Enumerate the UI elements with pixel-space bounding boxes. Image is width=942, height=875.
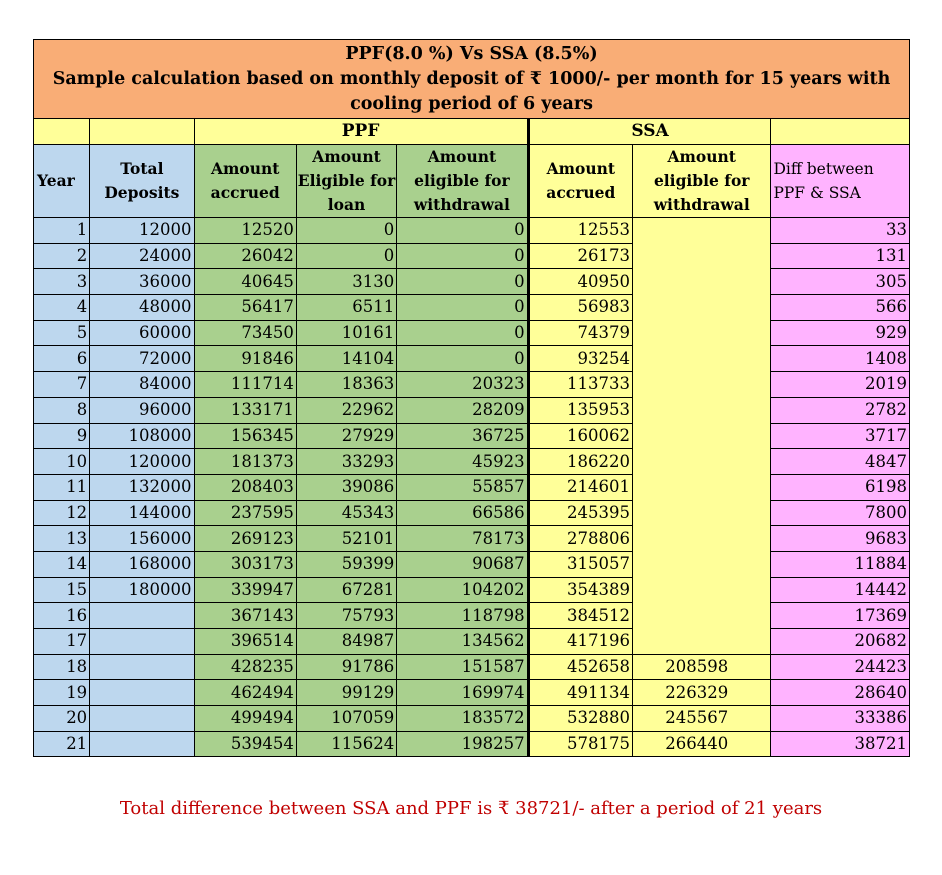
cell-ppf-eligible-withdrawal: 66586 bbox=[397, 500, 528, 526]
header-ppf-eligible-loan: Amount Eligible for loan bbox=[296, 145, 396, 218]
table-row bbox=[34, 397, 910, 423]
cell-ppf-amount-accrued: 56417 bbox=[194, 295, 296, 321]
table-row bbox=[34, 474, 910, 500]
cell-ssa-eligible-withdrawal bbox=[632, 526, 770, 552]
cell-ssa-amount-accrued: 532880 bbox=[528, 706, 632, 732]
cell-ssa-eligible-withdrawal bbox=[632, 295, 770, 321]
cell-ssa-amount-accrued: 26173 bbox=[528, 243, 632, 269]
cell-ppf-amount-accrued: 12520 bbox=[194, 218, 296, 244]
cell-total-deposit: 108000 bbox=[90, 423, 194, 449]
cell-total-deposit bbox=[90, 654, 194, 680]
cell-diff: 4847 bbox=[771, 449, 910, 475]
cell-total-deposit bbox=[90, 603, 194, 629]
table-row bbox=[34, 654, 910, 680]
cell-ppf-eligible-withdrawal: 169974 bbox=[397, 680, 528, 706]
table-row bbox=[34, 731, 910, 757]
cell-ssa-amount-accrued: 186220 bbox=[528, 449, 632, 475]
table-row bbox=[34, 577, 910, 603]
cell-diff: 3717 bbox=[771, 423, 910, 449]
cell-diff: 24423 bbox=[771, 654, 910, 680]
cell-ppf-amount-accrued: 26042 bbox=[194, 243, 296, 269]
cell-ssa-amount-accrued: 40950 bbox=[528, 269, 632, 295]
cell-ssa-eligible-withdrawal: 208598 bbox=[632, 654, 770, 680]
cell-year: 11 bbox=[34, 474, 90, 500]
section-ppf: PPF bbox=[194, 119, 528, 145]
cell-ppf-eligible-withdrawal: 78173 bbox=[397, 526, 528, 552]
cell-total-deposit: 12000 bbox=[90, 218, 194, 244]
cell-ppf-eligible-loan: 45343 bbox=[296, 500, 396, 526]
header-total-deposits: Total Deposits bbox=[90, 145, 194, 218]
cell-year: 6 bbox=[34, 346, 90, 372]
cell-diff: 2782 bbox=[771, 397, 910, 423]
cell-ssa-amount-accrued: 74379 bbox=[528, 320, 632, 346]
cell-year: 21 bbox=[34, 731, 90, 757]
cell-ppf-eligible-withdrawal: 0 bbox=[397, 346, 528, 372]
cell-ppf-amount-accrued: 539454 bbox=[194, 731, 296, 757]
cell-year: 16 bbox=[34, 603, 90, 629]
cell-total-deposit: 84000 bbox=[90, 372, 194, 398]
ppf-vs-ssa-table bbox=[33, 39, 910, 757]
cell-ssa-eligible-withdrawal: 266440 bbox=[632, 731, 770, 757]
cell-ppf-eligible-withdrawal: 198257 bbox=[397, 731, 528, 757]
cell-ssa-eligible-withdrawal bbox=[632, 269, 770, 295]
cell-ppf-amount-accrued: 367143 bbox=[194, 603, 296, 629]
cell-ssa-amount-accrued: 354389 bbox=[528, 577, 632, 603]
cell-ssa-amount-accrued: 417196 bbox=[528, 629, 632, 655]
table-row bbox=[34, 706, 910, 732]
cell-year: 10 bbox=[34, 449, 90, 475]
table-title bbox=[34, 40, 910, 119]
table-row bbox=[34, 372, 910, 398]
cell-ppf-eligible-loan: 22962 bbox=[296, 397, 396, 423]
table-row bbox=[34, 603, 910, 629]
cell-total-deposit: 60000 bbox=[90, 320, 194, 346]
cell-ppf-eligible-loan: 0 bbox=[296, 218, 396, 244]
cell-ppf-eligible-loan: 99129 bbox=[296, 680, 396, 706]
table-row bbox=[34, 243, 910, 269]
cell-ppf-amount-accrued: 428235 bbox=[194, 654, 296, 680]
cell-ppf-eligible-withdrawal: 28209 bbox=[397, 397, 528, 423]
cell-ssa-eligible-withdrawal bbox=[632, 603, 770, 629]
cell-ppf-eligible-loan: 52101 bbox=[296, 526, 396, 552]
cell-total-deposit bbox=[90, 731, 194, 757]
cell-diff: 566 bbox=[771, 295, 910, 321]
cell-year: 5 bbox=[34, 320, 90, 346]
cell-ppf-eligible-loan: 91786 bbox=[296, 654, 396, 680]
table-row bbox=[34, 423, 910, 449]
cell-diff: 38721 bbox=[771, 731, 910, 757]
cell-total-deposit: 156000 bbox=[90, 526, 194, 552]
title-line-2: Sample calculation based on monthly deposit of ₹ 1000/- per month for 15 years with cooling period of 6 years bbox=[52, 68, 891, 114]
cell-diff: 11884 bbox=[771, 551, 910, 577]
cell-ppf-amount-accrued: 269123 bbox=[194, 526, 296, 552]
cell-total-deposit: 48000 bbox=[90, 295, 194, 321]
table-row bbox=[34, 500, 910, 526]
cell-ppf-eligible-withdrawal: 0 bbox=[397, 269, 528, 295]
table-row bbox=[34, 320, 910, 346]
section-blank-1 bbox=[34, 119, 90, 145]
cell-ssa-amount-accrued: 315057 bbox=[528, 551, 632, 577]
cell-ssa-eligible-withdrawal bbox=[632, 372, 770, 398]
cell-diff: 131 bbox=[771, 243, 910, 269]
cell-ssa-eligible-withdrawal: 245567 bbox=[632, 706, 770, 732]
cell-year: 13 bbox=[34, 526, 90, 552]
cell-total-deposit bbox=[90, 680, 194, 706]
cell-ssa-eligible-withdrawal bbox=[632, 577, 770, 603]
cell-ppf-eligible-withdrawal: 134562 bbox=[397, 629, 528, 655]
cell-total-deposit: 24000 bbox=[90, 243, 194, 269]
table-row bbox=[34, 680, 910, 706]
table-row bbox=[34, 269, 910, 295]
table-row bbox=[34, 218, 910, 244]
cell-diff: 929 bbox=[771, 320, 910, 346]
cell-ppf-eligible-withdrawal: 118798 bbox=[397, 603, 528, 629]
cell-year: 19 bbox=[34, 680, 90, 706]
cell-ppf-amount-accrued: 499494 bbox=[194, 706, 296, 732]
cell-total-deposit: 36000 bbox=[90, 269, 194, 295]
cell-ppf-amount-accrued: 237595 bbox=[194, 500, 296, 526]
cell-ssa-amount-accrued: 384512 bbox=[528, 603, 632, 629]
cell-ppf-eligible-withdrawal: 36725 bbox=[397, 423, 528, 449]
cell-ppf-eligible-loan: 3130 bbox=[296, 269, 396, 295]
cell-ssa-amount-accrued: 214601 bbox=[528, 474, 632, 500]
cell-ppf-eligible-loan: 14104 bbox=[296, 346, 396, 372]
cell-year: 8 bbox=[34, 397, 90, 423]
cell-ssa-amount-accrued: 113733 bbox=[528, 372, 632, 398]
cell-ppf-amount-accrued: 133171 bbox=[194, 397, 296, 423]
cell-year: 12 bbox=[34, 500, 90, 526]
cell-ppf-eligible-withdrawal: 104202 bbox=[397, 577, 528, 603]
cell-ppf-amount-accrued: 303173 bbox=[194, 551, 296, 577]
cell-ppf-eligible-loan: 84987 bbox=[296, 629, 396, 655]
comparison-sheet bbox=[33, 39, 910, 761]
table-row bbox=[34, 629, 910, 655]
cell-ppf-eligible-loan: 75793 bbox=[296, 603, 396, 629]
cell-ssa-eligible-withdrawal bbox=[632, 218, 770, 244]
cell-ppf-amount-accrued: 111714 bbox=[194, 372, 296, 398]
cell-ssa-eligible-withdrawal bbox=[632, 629, 770, 655]
cell-year: 17 bbox=[34, 629, 90, 655]
cell-ssa-eligible-withdrawal bbox=[632, 449, 770, 475]
header-ssa-eligible-withdrawal: Amount eligible for withdrawal bbox=[632, 145, 770, 218]
cell-ppf-eligible-loan: 67281 bbox=[296, 577, 396, 603]
header-year: Year bbox=[34, 145, 90, 218]
cell-ppf-eligible-loan: 107059 bbox=[296, 706, 396, 732]
cell-ppf-amount-accrued: 91846 bbox=[194, 346, 296, 372]
cell-diff: 6198 bbox=[771, 474, 910, 500]
footer-note: Total difference between SSA and PPF is ₹ 38721/- after a period of 21 years bbox=[119, 798, 823, 819]
cell-ssa-amount-accrued: 452658 bbox=[528, 654, 632, 680]
cell-ppf-eligible-withdrawal: 151587 bbox=[397, 654, 528, 680]
cell-ppf-amount-accrued: 156345 bbox=[194, 423, 296, 449]
header-ppf-amount-accrued: Amount accrued bbox=[194, 145, 296, 218]
cell-ssa-amount-accrued: 278806 bbox=[528, 526, 632, 552]
cell-year: 14 bbox=[34, 551, 90, 577]
cell-ppf-amount-accrued: 462494 bbox=[194, 680, 296, 706]
header-ppf-eligible-withdrawal: Amount eligible for withdrawal bbox=[397, 145, 528, 218]
table-row bbox=[34, 295, 910, 321]
cell-ssa-eligible-withdrawal bbox=[632, 551, 770, 577]
cell-ssa-amount-accrued: 56983 bbox=[528, 295, 632, 321]
cell-ppf-eligible-loan: 0 bbox=[296, 243, 396, 269]
cell-total-deposit: 168000 bbox=[90, 551, 194, 577]
cell-total-deposit: 72000 bbox=[90, 346, 194, 372]
cell-ppf-amount-accrued: 40645 bbox=[194, 269, 296, 295]
cell-year: 7 bbox=[34, 372, 90, 398]
cell-ppf-eligible-withdrawal: 0 bbox=[397, 218, 528, 244]
cell-ppf-eligible-withdrawal: 90687 bbox=[397, 551, 528, 577]
cell-year: 2 bbox=[34, 243, 90, 269]
cell-ppf-eligible-withdrawal: 20323 bbox=[397, 372, 528, 398]
cell-ppf-amount-accrued: 208403 bbox=[194, 474, 296, 500]
cell-ppf-eligible-withdrawal: 0 bbox=[397, 243, 528, 269]
cell-ppf-eligible-loan: 10161 bbox=[296, 320, 396, 346]
cell-ppf-eligible-withdrawal: 183572 bbox=[397, 706, 528, 732]
cell-ppf-amount-accrued: 73450 bbox=[194, 320, 296, 346]
cell-ssa-amount-accrued: 135953 bbox=[528, 397, 632, 423]
cell-diff: 33386 bbox=[771, 706, 910, 732]
cell-ssa-eligible-withdrawal: 226329 bbox=[632, 680, 770, 706]
cell-ppf-eligible-withdrawal: 45923 bbox=[397, 449, 528, 475]
cell-diff: 9683 bbox=[771, 526, 910, 552]
cell-total-deposit: 132000 bbox=[90, 474, 194, 500]
cell-year: 18 bbox=[34, 654, 90, 680]
cell-ssa-amount-accrued: 12553 bbox=[528, 218, 632, 244]
cell-ppf-eligible-withdrawal: 0 bbox=[397, 295, 528, 321]
cell-diff: 2019 bbox=[771, 372, 910, 398]
cell-ppf-amount-accrued: 396514 bbox=[194, 629, 296, 655]
cell-ssa-amount-accrued: 93254 bbox=[528, 346, 632, 372]
cell-ssa-eligible-withdrawal bbox=[632, 320, 770, 346]
cell-ssa-eligible-withdrawal bbox=[632, 474, 770, 500]
table-row bbox=[34, 346, 910, 372]
header-diff: Diff between PPF & SSA bbox=[771, 145, 910, 218]
section-ssa: SSA bbox=[528, 119, 771, 145]
cell-ppf-eligible-withdrawal: 0 bbox=[397, 320, 528, 346]
cell-ssa-eligible-withdrawal bbox=[632, 346, 770, 372]
cell-diff: 17369 bbox=[771, 603, 910, 629]
cell-total-deposit: 144000 bbox=[90, 500, 194, 526]
cell-ppf-eligible-loan: 115624 bbox=[296, 731, 396, 757]
cell-ssa-amount-accrued: 245395 bbox=[528, 500, 632, 526]
table-row bbox=[34, 526, 910, 552]
cell-ssa-eligible-withdrawal bbox=[632, 500, 770, 526]
cell-total-deposit bbox=[90, 629, 194, 655]
table-row bbox=[34, 551, 910, 577]
cell-ssa-eligible-withdrawal bbox=[632, 423, 770, 449]
cell-ppf-eligible-loan: 6511 bbox=[296, 295, 396, 321]
section-blank-3 bbox=[771, 119, 910, 145]
cell-ssa-amount-accrued: 491134 bbox=[528, 680, 632, 706]
cell-diff: 28640 bbox=[771, 680, 910, 706]
cell-ppf-eligible-loan: 33293 bbox=[296, 449, 396, 475]
cell-diff: 1408 bbox=[771, 346, 910, 372]
cell-total-deposit: 120000 bbox=[90, 449, 194, 475]
cell-diff: 33 bbox=[771, 218, 910, 244]
header-ssa-amount-accrued: Amount accrued bbox=[528, 145, 632, 218]
cell-ppf-amount-accrued: 339947 bbox=[194, 577, 296, 603]
cell-year: 3 bbox=[34, 269, 90, 295]
cell-diff: 14442 bbox=[771, 577, 910, 603]
cell-ppf-amount-accrued: 181373 bbox=[194, 449, 296, 475]
cell-ssa-amount-accrued: 578175 bbox=[528, 731, 632, 757]
cell-diff: 305 bbox=[771, 269, 910, 295]
cell-ssa-amount-accrued: 160062 bbox=[528, 423, 632, 449]
cell-year: 4 bbox=[34, 295, 90, 321]
cell-total-deposit bbox=[90, 706, 194, 732]
section-blank-2 bbox=[90, 119, 194, 145]
cell-year: 1 bbox=[34, 218, 90, 244]
cell-total-deposit: 96000 bbox=[90, 397, 194, 423]
cell-diff: 7800 bbox=[771, 500, 910, 526]
cell-ssa-eligible-withdrawal bbox=[632, 397, 770, 423]
title-line-1: PPF(8.0 %) Vs SSA (8.5%) bbox=[345, 43, 598, 64]
cell-year: 9 bbox=[34, 423, 90, 449]
cell-ppf-eligible-loan: 27929 bbox=[296, 423, 396, 449]
cell-ppf-eligible-withdrawal: 55857 bbox=[397, 474, 528, 500]
table-row bbox=[34, 449, 910, 475]
cell-diff: 20682 bbox=[771, 629, 910, 655]
cell-total-deposit: 180000 bbox=[90, 577, 194, 603]
cell-ssa-eligible-withdrawal bbox=[632, 243, 770, 269]
cell-year: 15 bbox=[34, 577, 90, 603]
cell-ppf-eligible-loan: 39086 bbox=[296, 474, 396, 500]
cell-year: 20 bbox=[34, 706, 90, 732]
cell-ppf-eligible-loan: 18363 bbox=[296, 372, 396, 398]
cell-ppf-eligible-loan: 59399 bbox=[296, 551, 396, 577]
